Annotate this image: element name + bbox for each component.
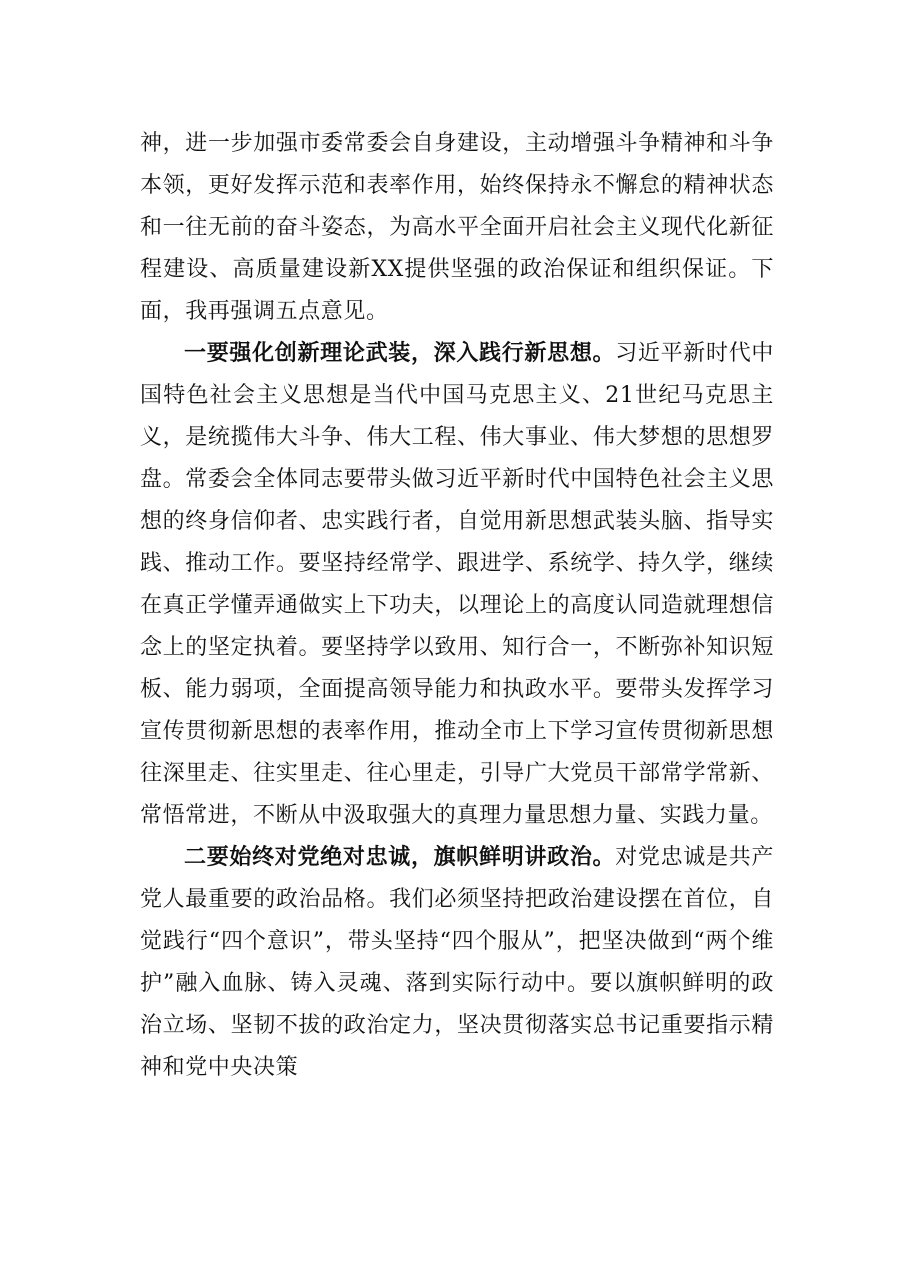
paragraph-continued (140, 123, 774, 333)
paragraph-text: 神，进一步加强市委常委会自身建设，主动增强斗争精神和斗争本领，更好发挥示范和表率作用，始终保持永不懈怠的精神状态和一往无前的奋斗姿态，为高水平全面开启社会主义现代化新征程建设、高质量建设新XX提供坚强的政治保证和组织保证。下面，我再强调五点意见。 (140, 131, 774, 324)
paragraph-text: 习近平新时代中国特色社会主义思想是当代中国马克思主义、21世纪马克思主义，是统揽伟大斗争、伟大工程、伟大事业、伟大梦想的思想罗盘。常委会全体同志要带头做习近平新时代中国特色社会主义思想的终身信仰者、忠实践行者，自觉用新思想武装头脑、指导实践、推动工作。要坚持经常学、跟进学、系统学、持久学，继续在真正学懂弄通做实上下功夫，以理论上的高度认同造就理想信念上的坚定执着。要坚持学以致用、知行合一，不断弥补知识短板、能力弱项，全面提高领导能力和执政水平。要带头发挥学习宣传贯彻新思想的表率作用，推动全市上下学习宣传贯彻新思想往深里走、往实里走、往心里走，引导广大党员干部常学常新、常悟常进，不断从中汲取强大的真理力量思想力量、实践力量。 (140, 341, 774, 828)
paragraph-point-two (140, 837, 774, 1089)
paragraph-lead: 一要强化创新理论武装，深入践行新思想。 (184, 341, 616, 366)
paragraph-text: 对党忠诚是共产党人最重要的政治品格。我们必须坚持把政治建设摆在首位，自觉践行“四个意识”，带头坚持“四个服从”，把坚决做到“两个维护”融入血脉、铸入灵魂、落到实际行动中。要以旗帜鲜明的政治立场、坚韧不拔的政治定力，坚决贯彻落实总书记重要指示精神和党中央决策 (140, 845, 774, 1080)
paragraph-lead: 二要始终对党绝对忠诚，旗帜鲜明讲政治。 (184, 845, 616, 870)
paragraph-point-one (140, 333, 774, 837)
document-body (140, 123, 774, 1089)
